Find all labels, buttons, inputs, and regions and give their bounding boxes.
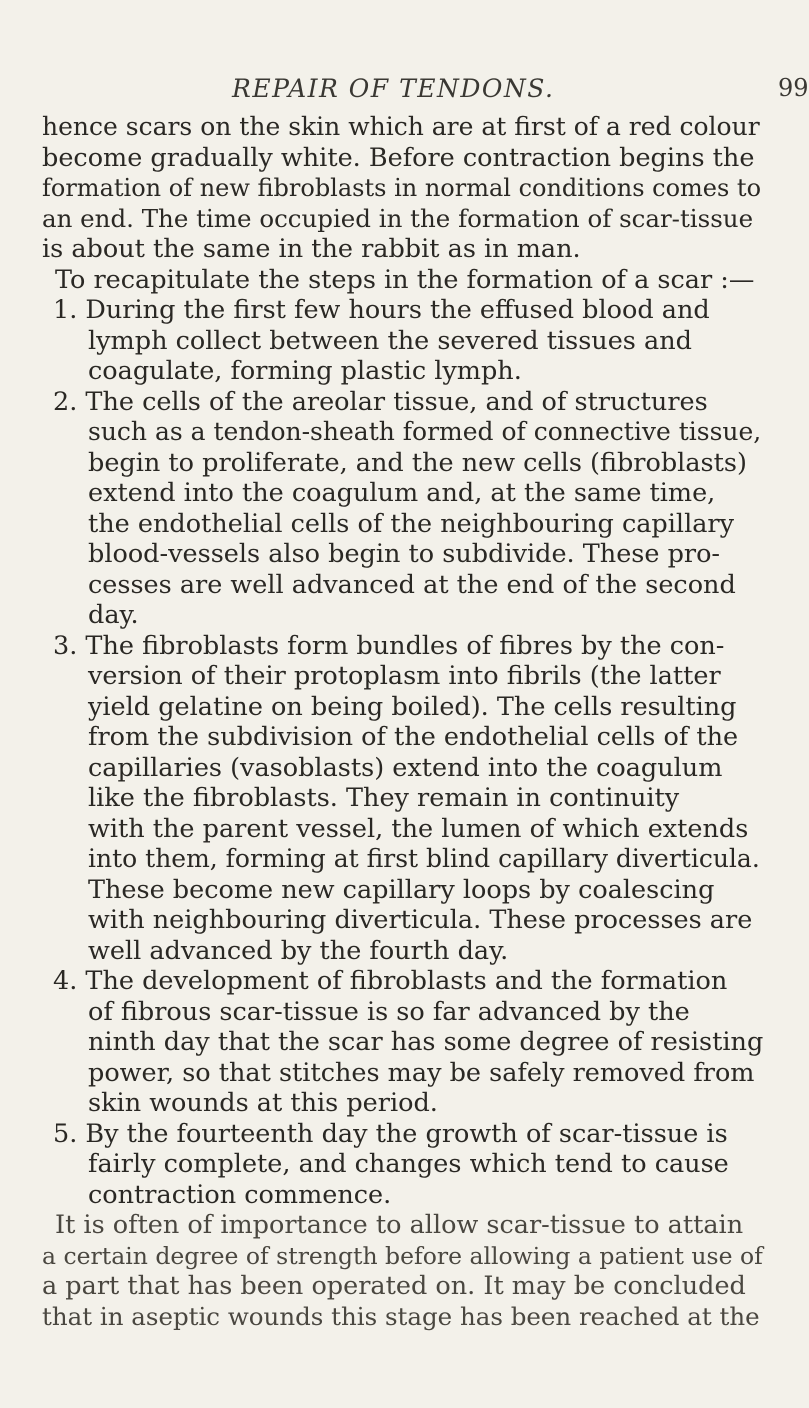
text-line: cesses are well advanced at the end of the second: [88, 569, 736, 600]
running-head: [0, 74, 809, 103]
text-line: of fibrous scar-tissue is so far advanced by the: [88, 996, 690, 1027]
text-line: day.: [88, 600, 139, 630]
text-line: blood-vessels also begin to subdivide. These pro-: [88, 539, 721, 569]
text-line: To recapitulate the steps in the formation of a scar :—: [55, 264, 755, 295]
text-line: 1. During the first few hours the effused blood and: [53, 295, 710, 325]
text-line: coagulate, forming plastic lymph.: [88, 356, 522, 386]
text-line: begin to proliferate, and the new cells (fibroblasts): [88, 447, 747, 478]
text-line: skin wounds at this period.: [88, 1088, 438, 1118]
text-line: version of their protoplasm into fibrils (the latter: [88, 661, 721, 691]
text-line: into them, forming at first blind capillary diverticula.: [88, 844, 760, 873]
text-line: a certain degree of strength before allowing a patient use of: [42, 1241, 763, 1270]
text-line: with neighbouring diverticula. These processes are: [88, 905, 753, 935]
running-title: REPAIR OF TENDONS.: [232, 74, 555, 103]
text-line: become gradually white. Before contraction begins the: [42, 142, 755, 173]
text-line: formation of new fibroblasts in normal conditions comes to: [42, 174, 762, 202]
text-line: capillaries (vasoblasts) extend into the coagulum: [88, 752, 723, 783]
text-line: contraction commence.: [88, 1179, 392, 1210]
text-line: extend into the coagulum and, at the same time,: [88, 478, 716, 508]
text-line: lymph collect between the severed tissues and: [88, 325, 692, 356]
text-line: a part that has been operated on. It may be concluded: [42, 1271, 746, 1301]
text-line: power, so that stitches may be safely removed from: [88, 1057, 755, 1088]
text-line: It is often of importance to allow scar-tissue to attain: [55, 1210, 744, 1240]
text-line: These become new capillary loops by coalescing: [88, 874, 715, 905]
text-line: 2. The cells of the areolar tissue, and of structures: [53, 386, 708, 417]
text-line: well advanced by the fourth day.: [88, 935, 509, 966]
text-line: fairly complete, and changes which tend to cause: [88, 1149, 729, 1179]
text-line: is about the same in the rabbit as in man.: [42, 234, 581, 264]
text-line: 5. By the fourteenth day the growth of scar-tissue is: [53, 1118, 728, 1149]
text-line: 4. The development of fibroblasts and the formation: [53, 966, 728, 996]
text-line: hence scars on the skin which are at first of a red colour: [42, 112, 760, 141]
text-line: 3. The fibroblasts form bundles of fibres by the con-: [53, 630, 725, 661]
text-line: the endothelial cells of the neighbouring capillary: [88, 508, 735, 539]
text-line: with the parent vessel, the lumen of which extends: [88, 813, 749, 844]
text-line: like the fibroblasts. They remain in continuity: [88, 783, 680, 813]
text-line: such as a tendon-sheath formed of connective tissue,: [88, 417, 762, 446]
text-line: ninth day that the scar has some degree of resisting: [88, 1027, 764, 1057]
text-line: an end. The time occupied in the formation of scar-tissue: [42, 203, 754, 233]
text-line: that in aseptic wounds this stage has been reached at the: [42, 1301, 760, 1331]
text-line: from the subdivision of the endothelial cells of the: [88, 722, 739, 752]
page-number: 99: [778, 74, 809, 102]
text-line: yield gelatine on being boiled). The cells resulting: [88, 691, 737, 722]
